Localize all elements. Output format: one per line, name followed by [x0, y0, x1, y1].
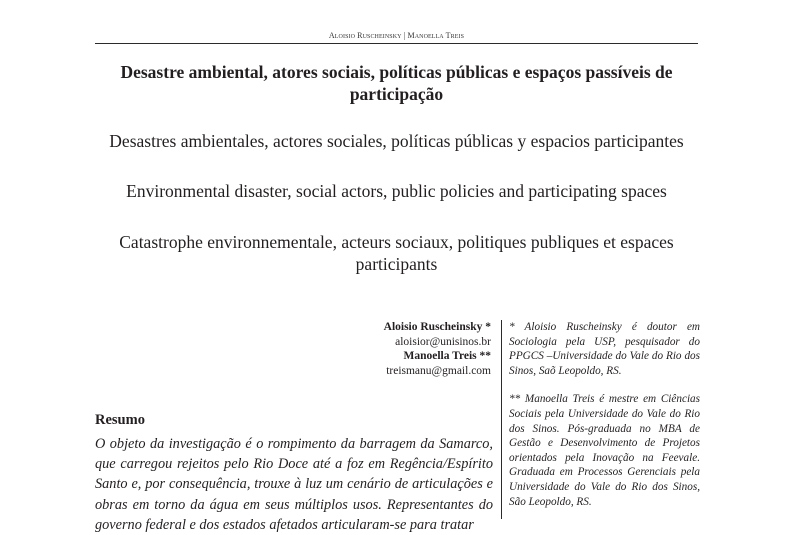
header-rule: [95, 43, 698, 44]
column-divider: [501, 320, 502, 519]
author-note: ** Manoella Treis é mestre em Ciências Sociais pela Universidade do Vale do Rio dos Sinos. Pós-graduada no MBA de Gestão e Desenvolvimento de Projetos orientados pela Inovação na Feevale. Graduada em Processos Gerenciais pela Universidade do Vale do Rio dos Sinos, São Leopoldo, RS.: [509, 393, 700, 508]
author-name: Manoella Treis **: [403, 350, 491, 362]
author-name: Aloisio Ruscheinsky *: [383, 321, 491, 333]
running-header: Aloisio Ruscheinsky | Manoella Treis: [328, 31, 465, 40]
author-email[interactable]: aloisior@unisinos.br: [395, 335, 491, 348]
author-note: * Aloisio Ruscheinsky é doutor em Sociologia pela USP, pesquisador do PPGCS –Universidade do Vale do Rio dos Sinos, Saõ Leopoldo, RS.: [509, 321, 700, 377]
title-english: Environmental disaster, social actors, public policies and participating spaces: [126, 181, 667, 201]
title-french: Catastrophe environnementale, acteurs sociaux, politiques publiques et espaces participants: [119, 232, 674, 274]
abstract-body: O objeto da investigação é o rompimento da barragem da Samarco, que carregou rejeitos pelo Rio Doce até a foz em Regência/Espírito Santo e, por consequência, trouxe à luz um cenário de articulações e obras em torno da água em seus múltiplos usos. Representantes do governo federal e dos estados afetados articularam-se para tratar: [95, 436, 493, 533]
title-spanish: Desastres ambientales, actores sociales, políticas públicas y espacios participantes: [109, 131, 684, 151]
title-portuguese: Desastre ambiental, atores sociais, políticas públicas e espaços passíveis de participação: [120, 62, 673, 104]
author-block: [300, 320, 491, 378]
author-notes: [509, 320, 700, 523]
abstract-heading: Resumo: [95, 412, 145, 428]
author-email[interactable]: treismanu@gmail.com: [386, 364, 491, 377]
